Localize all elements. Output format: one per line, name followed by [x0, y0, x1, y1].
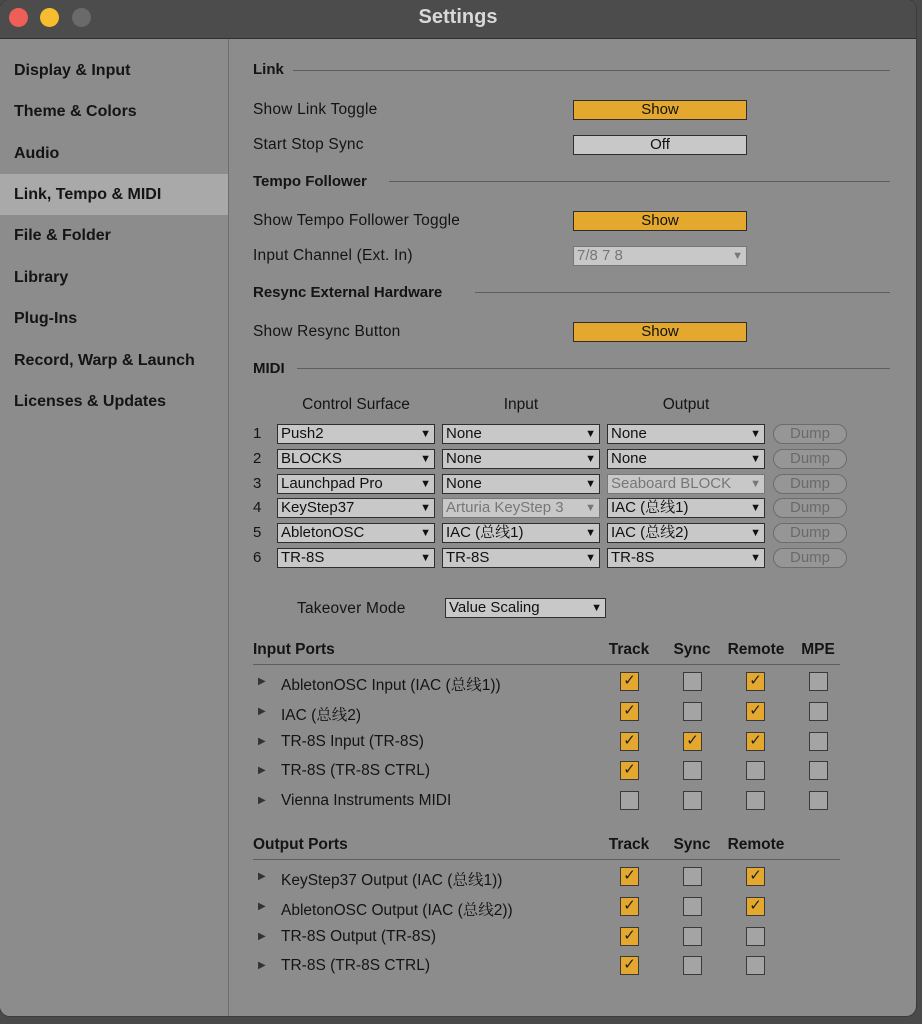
dropdown-arrow-icon: ▼ — [585, 527, 596, 540]
disclosure-triangle-icon[interactable]: ▶ — [258, 676, 266, 687]
midi-output-dropdown-value: IAC (总线2) — [611, 524, 689, 542]
control-surface-dropdown[interactable] — [277, 498, 435, 518]
port-checkbox-track[interactable] — [620, 761, 639, 780]
control-surface-column-header: Control Surface — [302, 396, 410, 413]
port-name: TR-8S (TR-8S CTRL) — [281, 762, 430, 780]
sidebar — [0, 39, 229, 1016]
midi-input-dropdown-value: IAC (总线1) — [446, 524, 524, 542]
link-heading: Link — [253, 61, 284, 78]
midi-output-dropdown[interactable] — [607, 523, 765, 543]
control-surface-dropdown[interactable] — [277, 424, 435, 444]
dump-button[interactable]: Dump — [773, 424, 847, 444]
dropdown-arrow-icon: ▼ — [585, 452, 596, 465]
midi-heading: MIDI — [253, 360, 285, 377]
control-surface-dropdown-value: TR-8S — [281, 549, 325, 566]
checkmark-icon: ✓ — [623, 701, 636, 719]
dropdown-arrow-icon: ▼ — [585, 502, 596, 515]
output-column-header: Output — [662, 396, 710, 413]
dropdown-arrow-icon: ▼ — [420, 527, 431, 540]
port-checkbox-sync[interactable] — [683, 761, 702, 780]
sidebar-item-link-tempo-midi[interactable]: Link, Tempo & MIDI — [0, 174, 228, 215]
port-name: IAC (总线2) — [281, 706, 362, 724]
checkmark-icon: ✓ — [749, 701, 762, 719]
sidebar-item-audio[interactable]: Audio — [14, 145, 60, 162]
port-checkbox-mpe[interactable] — [809, 791, 828, 810]
control-surface-dropdown[interactable] — [277, 474, 435, 494]
midi-input-dropdown-value: None — [446, 449, 482, 467]
midi-input-dropdown[interactable] — [442, 449, 600, 469]
port-checkbox-track[interactable] — [620, 702, 639, 721]
midi-output-dropdown-value: IAC (总线1) — [611, 499, 689, 517]
show-tempo-follower-toggle-label: Show Tempo Follower Toggle — [253, 212, 461, 229]
port-name: TR-8S Output (TR-8S) — [281, 927, 437, 945]
input-remote-header: Remote — [727, 641, 785, 658]
sidebar-item-display-input[interactable]: Display & Input — [14, 62, 131, 79]
takeover-mode-value: Value Scaling — [449, 599, 540, 616]
dropdown-arrow-icon: ▼ — [585, 477, 596, 490]
show-link-toggle-button[interactable]: Show — [573, 100, 747, 120]
port-checkbox-mpe[interactable] — [809, 732, 828, 751]
checkmark-icon: ✓ — [749, 867, 762, 884]
show-tempo-follower-toggle-button[interactable]: Show — [573, 211, 747, 231]
control-surface-dropdown-value: AbletonOSC — [281, 524, 365, 542]
start-stop-sync-button[interactable]: Off — [573, 135, 747, 155]
dropdown-arrow-icon: ▼ — [420, 477, 431, 490]
port-checkbox-track[interactable] — [620, 867, 639, 886]
port-checkbox-mpe[interactable] — [809, 702, 828, 721]
checkmark-icon: ✓ — [623, 761, 636, 779]
sidebar-item-library[interactable]: Library — [14, 269, 69, 286]
settings-panel — [229, 39, 916, 1016]
checkmark-icon: ✓ — [749, 896, 762, 914]
midi-input-dropdown-value: Arturia KeyStep 3 — [446, 499, 564, 517]
port-checkbox-track[interactable] — [620, 791, 639, 810]
midi-row-number: 5 — [253, 524, 262, 542]
midi-output-dropdown[interactable] — [607, 498, 765, 518]
checkmark-icon: ✓ — [623, 672, 636, 689]
port-checkbox-remote[interactable] — [746, 761, 765, 780]
midi-row-number: 6 — [253, 549, 262, 566]
checkmark-icon: ✓ — [623, 867, 636, 884]
midi-output-dropdown-value: TR-8S — [611, 549, 655, 566]
show-link-toggle-label: Show Link Toggle — [253, 101, 378, 118]
disclosure-triangle-icon[interactable]: ▶ — [258, 871, 266, 882]
midi-input-dropdown[interactable] — [442, 523, 600, 543]
divider — [297, 368, 890, 369]
port-checkbox-track[interactable] — [620, 672, 639, 691]
takeover-mode-dropdown[interactable] — [445, 598, 606, 618]
checkmark-icon: ✓ — [623, 896, 636, 914]
dropdown-arrow-icon: ▼ — [420, 502, 431, 515]
port-checkbox-sync[interactable] — [683, 897, 702, 916]
control-surface-dropdown-value: KeyStep37 — [281, 499, 355, 517]
port-name: KeyStep37 Output (IAC (总线1)) — [281, 872, 503, 889]
midi-output-dropdown[interactable] — [607, 548, 765, 568]
control-surface-dropdown[interactable] — [277, 523, 435, 543]
midi-input-dropdown[interactable] — [442, 548, 600, 568]
sidebar-item-record-warp-launch[interactable]: Record, Warp & Launch — [14, 352, 195, 369]
input-channel-dropdown[interactable] — [573, 246, 747, 266]
port-checkbox-remote[interactable] — [746, 791, 765, 810]
midi-row-number: 4 — [253, 499, 262, 517]
divider — [389, 181, 890, 182]
midi-input-dropdown-value: None — [446, 474, 482, 492]
takeover-mode-label: Takeover Mode — [297, 600, 406, 617]
midi-output-dropdown-value: None — [611, 449, 647, 467]
show-resync-button-label: Show Resync Button — [253, 323, 401, 340]
start-stop-sync-label: Start Stop Sync — [253, 136, 364, 153]
control-surface-dropdown-value: Launchpad Pro — [281, 474, 383, 492]
midi-row-number: 2 — [253, 449, 262, 467]
title-bar — [0, 0, 916, 39]
control-surface-dropdown-value: Push2 — [281, 425, 324, 442]
dropdown-arrow-icon: ▼ — [750, 452, 761, 465]
port-checkbox-track[interactable] — [620, 897, 639, 916]
port-checkbox-mpe[interactable] — [809, 761, 828, 780]
port-checkbox-sync[interactable] — [683, 956, 702, 975]
disclosure-triangle-icon[interactable]: ▶ — [258, 735, 266, 747]
midi-input-dropdown[interactable] — [442, 474, 600, 494]
dropdown-arrow-icon: ▼ — [732, 250, 743, 262]
dropdown-arrow-icon: ▼ — [750, 477, 761, 490]
disclosure-triangle-icon[interactable]: ▶ — [258, 705, 266, 717]
input-channel-label: Input Channel (Ext. In) — [253, 247, 413, 264]
dropdown-arrow-icon: ▼ — [750, 552, 761, 564]
dump-button[interactable]: Dump — [773, 498, 847, 518]
divider — [253, 664, 840, 665]
dump-button[interactable]: Dump — [773, 523, 847, 543]
dump-button[interactable]: Dump — [773, 449, 847, 469]
port-checkbox-remote[interactable] — [746, 927, 765, 946]
input-track-header: Track — [608, 641, 650, 658]
checkmark-icon: ✓ — [686, 731, 699, 749]
output-ports-heading: Output Ports — [253, 836, 348, 853]
output-sync-header: Sync — [673, 836, 711, 853]
midi-input-dropdown[interactable] — [442, 424, 600, 444]
midi-output-dropdown-value: None — [611, 425, 647, 442]
port-checkbox-remote[interactable] — [746, 897, 765, 916]
port-checkbox-remote[interactable] — [746, 867, 765, 886]
checkmark-icon: ✓ — [623, 956, 636, 974]
disclosure-triangle-icon[interactable]: ▶ — [258, 765, 266, 777]
port-checkbox-sync[interactable] — [683, 732, 702, 751]
checkmark-icon: ✓ — [749, 672, 762, 689]
tempo-follower-heading: Tempo Follower — [253, 173, 367, 190]
dropdown-arrow-icon: ▼ — [591, 602, 602, 614]
port-checkbox-sync[interactable] — [683, 672, 702, 691]
input-mpe-header: MPE — [801, 641, 835, 658]
sidebar-item-plug-ins[interactable]: Plug-Ins — [14, 310, 78, 327]
midi-output-dropdown-value: Seaboard BLOCK — [611, 474, 732, 492]
dropdown-arrow-icon: ▼ — [585, 428, 596, 440]
divider — [475, 292, 890, 293]
port-name: Vienna Instruments MIDI — [281, 792, 452, 810]
port-checkbox-track[interactable] — [620, 732, 639, 751]
checkmark-icon: ✓ — [749, 731, 762, 749]
resync-heading: Resync External Hardware — [253, 284, 443, 301]
sidebar-item-file-folder[interactable]: File & Folder — [14, 227, 111, 244]
midi-output-dropdown[interactable] — [607, 474, 765, 494]
midi-input-dropdown-value: None — [446, 425, 482, 442]
midi-row-number: 1 — [253, 425, 262, 442]
port-checkbox-sync[interactable] — [683, 867, 702, 886]
dropdown-arrow-icon: ▼ — [750, 502, 761, 515]
sidebar-item-theme-colors[interactable]: Theme & Colors — [14, 103, 137, 120]
divider — [253, 859, 840, 860]
port-name: TR-8S Input (TR-8S) — [281, 732, 424, 750]
control-surface-dropdown[interactable] — [277, 449, 435, 469]
disclosure-triangle-icon[interactable]: ▶ — [258, 960, 266, 972]
dropdown-arrow-icon: ▼ — [420, 552, 431, 564]
show-resync-button-toggle[interactable]: Show — [573, 322, 747, 342]
input-sync-header: Sync — [673, 641, 711, 658]
output-remote-header: Remote — [727, 836, 785, 853]
midi-row-number: 3 — [253, 474, 262, 492]
dropdown-arrow-icon: ▼ — [585, 552, 596, 564]
port-checkbox-remote[interactable] — [746, 702, 765, 721]
dump-button[interactable]: Dump — [773, 548, 847, 568]
input-channel-value: 7/8 7 8 — [577, 247, 623, 264]
disclosure-triangle-icon[interactable]: ▶ — [258, 900, 266, 912]
dump-button[interactable]: Dump — [773, 474, 847, 494]
port-checkbox-remote[interactable] — [746, 672, 765, 691]
output-track-header: Track — [608, 836, 650, 853]
sidebar-item-licenses-updates[interactable]: Licenses & Updates — [14, 393, 167, 410]
checkmark-icon: ✓ — [623, 731, 636, 749]
port-checkbox-remote[interactable] — [746, 732, 765, 751]
port-checkbox-track[interactable] — [620, 927, 639, 946]
port-name: TR-8S (TR-8S CTRL) — [281, 957, 430, 975]
dropdown-arrow-icon: ▼ — [420, 428, 431, 440]
midi-input-dropdown-value: TR-8S — [446, 549, 490, 566]
control-surface-dropdown-value: BLOCKS — [281, 449, 342, 467]
port-checkbox-track[interactable] — [620, 956, 639, 975]
input-column-header: Input — [503, 396, 539, 413]
port-name: AbletonOSC Output (IAC (总线2)) — [281, 901, 513, 919]
disclosure-triangle-icon[interactable]: ▶ — [258, 795, 266, 807]
midi-input-dropdown[interactable] — [442, 498, 600, 518]
dropdown-arrow-icon: ▼ — [750, 527, 761, 540]
input-ports-heading: Input Ports — [253, 641, 335, 658]
port-checkbox-sync[interactable] — [683, 791, 702, 810]
control-surface-dropdown[interactable] — [277, 548, 435, 568]
dropdown-arrow-icon: ▼ — [420, 452, 431, 465]
port-checkbox-remote[interactable] — [746, 956, 765, 975]
midi-output-dropdown[interactable] — [607, 449, 765, 469]
dropdown-arrow-icon: ▼ — [750, 428, 761, 440]
port-name: AbletonOSC Input (IAC (总线1)) — [281, 677, 501, 694]
midi-output-dropdown[interactable] — [607, 424, 765, 444]
port-checkbox-sync[interactable] — [683, 702, 702, 721]
port-checkbox-mpe[interactable] — [809, 672, 828, 691]
divider — [293, 70, 890, 71]
checkmark-icon: ✓ — [623, 926, 636, 944]
window-title: Settings — [418, 6, 498, 28]
disclosure-triangle-icon[interactable]: ▶ — [258, 930, 266, 942]
port-checkbox-sync[interactable] — [683, 927, 702, 946]
